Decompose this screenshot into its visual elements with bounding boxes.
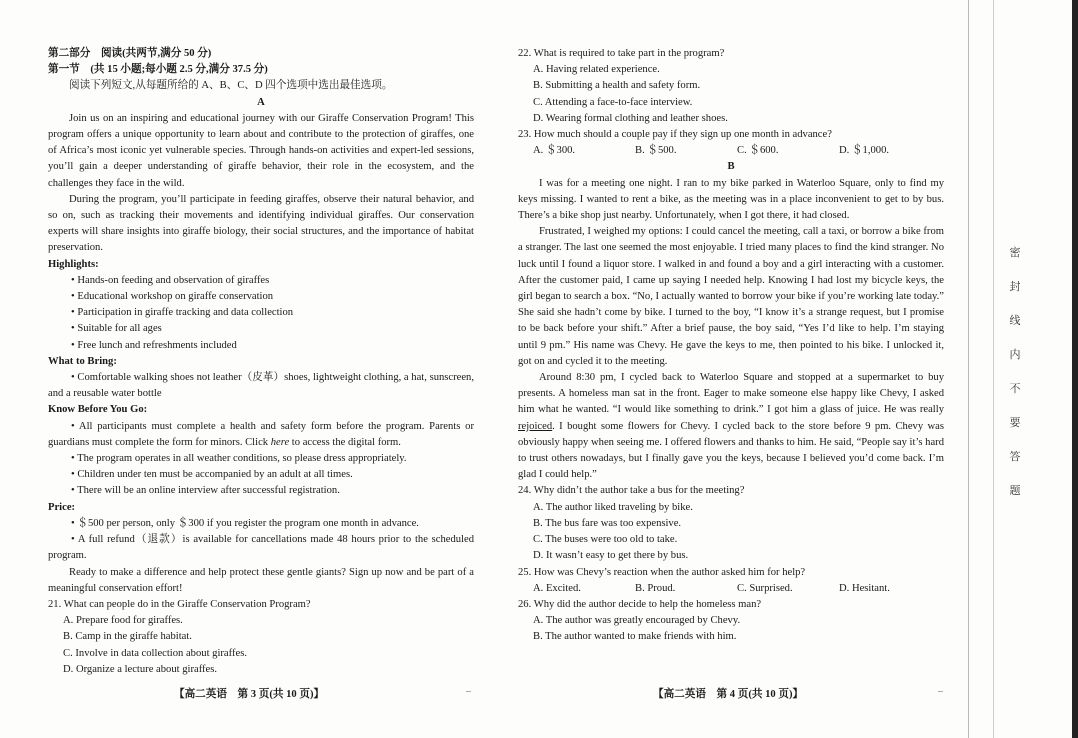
page-footer-right: 【高二英语 第 4 页(共 10 页)】: [653, 689, 804, 700]
fold-mark: _: [466, 682, 471, 693]
know-item: • The program operates in all weather conditions, so please dress appropriately.: [71, 453, 407, 465]
instruction: 阅读下列短文,从每题所给的 A、B、C、D 四个选项中选出最佳选项。: [69, 80, 393, 92]
option: A. Having related experience.: [533, 64, 660, 76]
bring-title: What to Bring:: [48, 355, 117, 367]
page-footer-left: 【高二英语 第 3 页(共 10 页)】: [174, 689, 325, 700]
question-25-options: [518, 581, 944, 597]
question-22: 22. What is required to take part in the program?: [518, 48, 725, 59]
know-item: • Children under ten must be accompanied by an adult at all times.: [71, 469, 353, 481]
know-item: • There will be an online interview after successful registration.: [71, 485, 340, 497]
fold-mark: _: [938, 682, 943, 693]
passage-a-para-2: During the program, you’ll participate in feeding giraffes, observe their natural behavior, and so on, such as tracking their movements and identifying individual giraffes. Our conservation experts will share insights into giraffe biology, their social structures, and the importance of habitat preservation.: [48, 193, 474, 254]
left-column: [48, 46, 474, 678]
part-heading: 第二部分 阅读(共两节,满分 50 分): [48, 48, 212, 59]
passage-b-para-3: Around 8:30 pm, I cycled back to Waterloo Square and stopped at a supermarket to buy presents. A homeless man sat in the front. Eager to make someone else happy like Chevy, I asked him what he wanted. “I would like something to drink.” I got him a glass of juice. He was really rejoiced. I bought some flowers for Chevy. I cycled back to the store before 9 pm. Chevy was obviously happy when seeing me. I offered flowers and thanks to him. He said, “People say it’s hard to trust others nowadays, but I finally gave you the keys, because I believed you’d come back. I’m glad I could help.”: [518, 372, 944, 481]
highlight-item: • Free lunch and refreshments included: [71, 339, 237, 351]
option: C. Attending a face-to-face interview.: [533, 96, 693, 108]
question-25: 25. How was Chevy’s reaction when the author asked him for help?: [518, 566, 806, 578]
question-26: 26. Why did the author decide to help the homeless man?: [518, 598, 762, 610]
underlined-word: rejoiced: [518, 420, 553, 432]
option: D. Wearing formal clothing and leather shoes.: [533, 112, 728, 124]
highlight-item: • Hands-on feeding and observation of giraffes: [71, 274, 270, 286]
option: C. The buses were too old to take.: [533, 534, 678, 546]
question-21: 21. What can people do in the Giraffe Conservation Program?: [48, 598, 311, 610]
option: B. The author wanted to make friends with him.: [533, 631, 737, 643]
question-23: 23. How much should a couple pay if they sign up one month in advance?: [518, 129, 832, 141]
passage-a-label: A: [257, 96, 265, 108]
section-heading: 第一节 (共 15 小题;每小题 2.5 分,满分 37.5 分): [48, 64, 268, 76]
passage-a-para-1: Join us on an inspiring and educational journey with our Giraffe Conservation Program! This program offers a unique opportunity to learn about and contribute to the protection of giraffes, one of Africa’s most iconic yet vulnerable species. Through hands-on activities and expert-led sessions, you’ll gain a deeper understanding of giraffe behavior, their role in the ecosystem, and the challenges they face in the wild.: [48, 112, 474, 189]
option: D. Organize a lecture about giraffes.: [63, 663, 218, 675]
highlight-item: • Suitable for all ages: [71, 323, 162, 335]
option: B. ＄500.: [635, 145, 677, 157]
option: B. Camp in the giraffe habitat.: [63, 631, 192, 643]
passage-b-para-1: I was for a meeting one night. I ran to my bike parked in Waterloo Square, only to find my keys missing. I wanted to rent a bike, as the meeting was in a place inconvenient to get to by bus. There’s a bike shop just nearby. Unfortunately, when I got there, it had closed.: [518, 177, 944, 222]
know-title: Know Before You Go:: [48, 404, 148, 416]
option: A. The author was greatly encouraged by Chevy.: [533, 615, 741, 627]
bring-item: • Comfortable walking shoes not leather（皮革）shoes, lightweight clothing, a hat, sunscreen, and a reusable water bottle: [48, 372, 474, 400]
right-column: [518, 46, 944, 646]
option: C. ＄600.: [737, 145, 779, 157]
passage-b-para-2: Frustrated, I weighed my options: I could cancel the meeting, call a taxi, or borrow a bike from a stranger. The last one seemed the most enjoyable. I tried many places to find the kind stranger. No luck until I found a liquor store. I walked in and found a boy and a girl interacting with a customer. After the customer paid, I came up saying I needed help. Knowing I had lost my bicycle keys, the girl began to search a box. “No, I actually wanted to borrow your bike if you’re working late today.” She said she hadn’t come by bike. I turned to the boy, “I know it’s a strange request, but I promise to be back before your shift.” After a brief pause, the boy said, “Yes I’d like to help. I’m staying until 9 pm.” His name was Chevy. He gave the keys to me, then pointed to his bike. I unlocked it, got on and cycled it to the meeting.: [518, 226, 944, 367]
option: C. Surprised.: [737, 582, 793, 594]
closing-paragraph: Ready to make a difference and help protect these gentle giants? Sign up now and be part of a meaningful conservation effort!: [48, 566, 474, 594]
highlight-item: • Participation in giraffe tracking and data collection: [71, 307, 294, 319]
price-item: • A full refund（退款）is available for cancellations made 48 hours prior to the scheduled program.: [48, 534, 474, 562]
option: B. Proud.: [635, 582, 676, 594]
binding-margin: [968, 0, 994, 738]
price-title: Price:: [48, 501, 76, 513]
highlights-title: Highlights:: [48, 258, 99, 270]
passage-b-label: B: [727, 161, 735, 173]
option: A. The author liked traveling by bike.: [533, 501, 693, 513]
here-link[interactable]: here: [270, 436, 290, 448]
option: A. ＄300.: [533, 145, 576, 157]
know-item-form: • All participants must complete a health and safety form before the program. Parents or guardians must complete the form for minors. Click here to access the digital form.: [48, 420, 474, 448]
option: B. Submitting a health and safety form.: [533, 80, 701, 92]
option: A. Excited.: [533, 582, 581, 594]
option: D. ＄1,000.: [839, 145, 890, 157]
scan-edge: [1072, 0, 1078, 738]
option: D. It wasn’t easy to get there by bus.: [533, 550, 689, 562]
option: A. Prepare food for giraffes.: [63, 615, 183, 627]
price-item: • ＄500 per person, only ＄300 if you register the program one month in advance.: [71, 517, 419, 529]
option: C. Involve in data collection about giraffes.: [63, 647, 247, 659]
question-24: 24. Why didn’t the author take a bus for the meeting?: [518, 485, 745, 497]
highlight-item: • Educational workshop on giraffe conservation: [71, 291, 274, 303]
option: B. The bus fare was too expensive.: [533, 517, 682, 529]
sealing-line-notice: 密 封 线 内 不 要 答 题: [1009, 247, 1021, 497]
question-23-options: [518, 143, 944, 159]
option: D. Hesitant.: [839, 582, 890, 594]
